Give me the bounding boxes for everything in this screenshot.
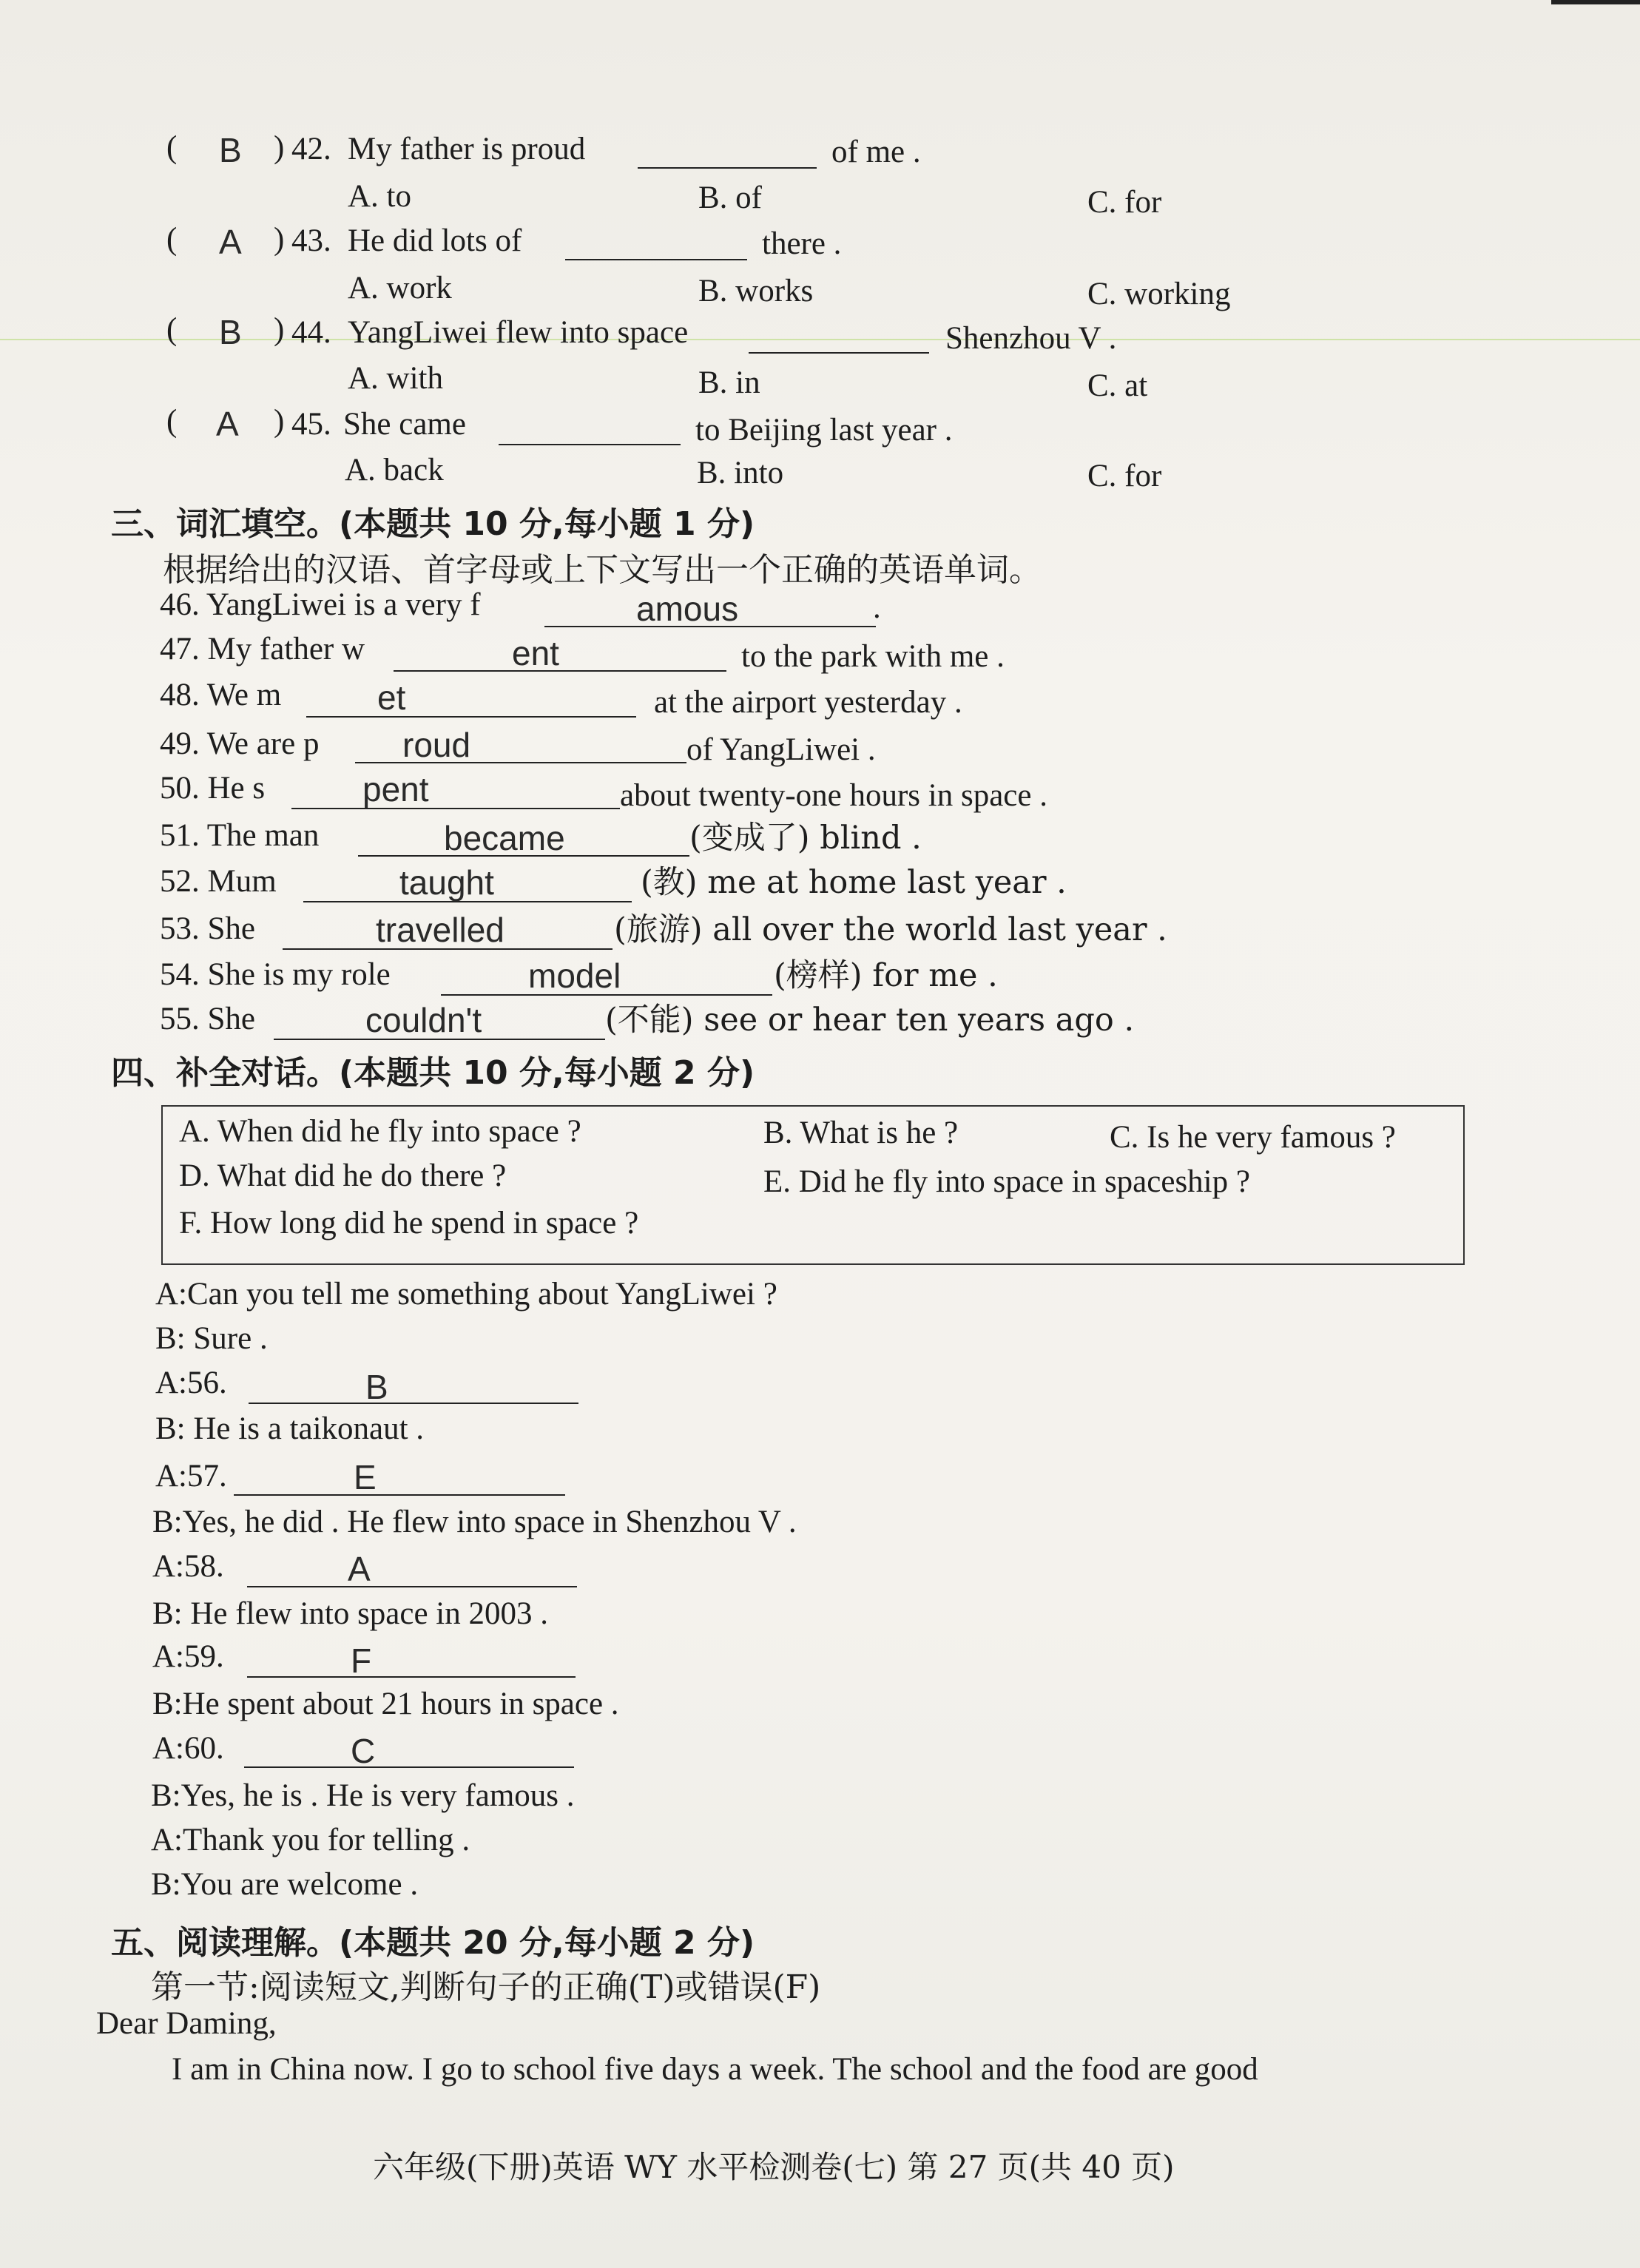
question-number: 42. xyxy=(291,132,331,166)
section-5-subtitle: 第一节:阅读短文,判断句子的正确(T)或错误(F) xyxy=(151,1968,821,2006)
vocab-answer: model xyxy=(528,956,621,995)
question-number: 45. xyxy=(291,407,331,442)
answer-blank[interactable] xyxy=(565,259,747,260)
section-3-title: 三、词汇填空。(本题共 10 分,每小题 1 分) xyxy=(111,505,755,543)
dialogue-line-56: A:56. xyxy=(155,1366,227,1400)
mc-answer: B xyxy=(219,131,242,169)
dialogue-line: B: Sure . xyxy=(155,1321,268,1356)
dialogue-line-57: A:57. xyxy=(155,1459,227,1494)
mc-answer: A xyxy=(216,405,239,443)
dialogue-line-60: A:60. xyxy=(152,1731,224,1766)
option-c: C. for xyxy=(1087,459,1162,493)
dialogue-option-f: F. How long did he spend in space ? xyxy=(179,1206,639,1241)
dialogue-line: B: He is a taikonaut . xyxy=(155,1411,425,1446)
vocab-answer: ent xyxy=(512,634,559,672)
dialogue-answer-58: A xyxy=(348,1550,371,1588)
question-stem-end: to Beijing last year . xyxy=(695,413,953,448)
option-a: A. work xyxy=(348,271,452,306)
question-stem-end: of me . xyxy=(831,135,921,169)
vocab-answer: amous xyxy=(636,590,739,628)
vocab-answer: roud xyxy=(402,726,471,764)
option-a: A. with xyxy=(348,361,443,396)
reading-paragraph: I am in China now. I go to school five days a week. The school and the food are good xyxy=(172,2052,1258,2087)
vocab-answer: pent xyxy=(362,770,429,809)
question-stem-end: Shenzhou V . xyxy=(945,321,1117,356)
dialogue-option-c: C. Is he very famous ? xyxy=(1110,1120,1396,1155)
section-5-title: 五、阅读理解。(本题共 20 分,每小题 2 分) xyxy=(111,1924,755,1962)
letter-greeting: Dear Daming, xyxy=(96,2006,277,2041)
dialogue-line: B:He spent about 21 hours in space . xyxy=(152,1687,619,1721)
dialogue-line: B:Yes, he did . He flew into space in Shenzhou V . xyxy=(152,1505,797,1539)
option-c: C. for xyxy=(1087,185,1162,220)
vocab-answer: couldn't xyxy=(365,1001,482,1039)
option-b: B. works xyxy=(698,274,814,308)
scan-edge xyxy=(1551,0,1640,4)
answer-blank[interactable] xyxy=(638,167,817,169)
dialogue-option-d: D. What did he do there ? xyxy=(179,1158,507,1193)
answer-blank[interactable] xyxy=(306,716,636,718)
dialogue-option-b: B. What is he ? xyxy=(763,1116,959,1150)
question-number: 44. xyxy=(291,315,331,350)
vocab-answer: taught xyxy=(399,863,494,902)
option-b: B. into xyxy=(697,456,784,490)
dialogue-line-59: A:59. xyxy=(152,1639,224,1674)
answer-blank[interactable] xyxy=(247,1676,576,1678)
option-c: C. at xyxy=(1087,368,1148,403)
dialogue-line: B:Yes, he is . He is very famous . xyxy=(151,1778,575,1813)
section-4-title: 四、补全对话。(本题共 10 分,每小题 2 分) xyxy=(111,1054,755,1092)
answer-blank[interactable] xyxy=(291,808,620,809)
answer-blank[interactable] xyxy=(234,1494,565,1496)
dialogue-option-a: A. When did he fly into space ? xyxy=(179,1114,581,1149)
question-stem: My father is proud xyxy=(348,132,586,166)
dialogue-option-e: E. Did he fly into space in spaceship ? xyxy=(763,1164,1250,1199)
answer-blank[interactable] xyxy=(249,1403,578,1404)
question-stem: YangLiwei flew into space xyxy=(348,315,689,350)
vocab-answer: travelled xyxy=(376,911,505,949)
dialogue-line: A:Can you tell me something about YangLiwei ? xyxy=(155,1277,777,1312)
question-stem: He did lots of xyxy=(348,223,522,258)
dialogue-answer-59: F xyxy=(351,1641,372,1680)
dialogue-answer-57: E xyxy=(354,1458,377,1496)
fold-mark xyxy=(0,339,1640,340)
dialogue-options-box xyxy=(161,1105,1465,1265)
option-b: B. in xyxy=(698,365,760,400)
dialogue-answer-56: B xyxy=(365,1368,388,1406)
option-c: C. working xyxy=(1087,277,1231,311)
answer-blank[interactable] xyxy=(247,1586,577,1587)
vocab-answer: et xyxy=(377,678,406,717)
answer-blank[interactable] xyxy=(749,352,929,354)
vocab-answer: became xyxy=(444,819,565,857)
question-number: 43. xyxy=(291,223,331,258)
dialogue-line: B:You are welcome . xyxy=(151,1867,419,1902)
question-stem: She came xyxy=(343,407,466,442)
answer-blank[interactable] xyxy=(244,1766,574,1768)
dialogue-line: A:Thank you for telling . xyxy=(151,1823,470,1857)
mc-answer: B xyxy=(219,313,242,351)
option-a: A. back xyxy=(345,453,444,487)
answer-blank[interactable] xyxy=(499,444,681,445)
option-b: B. of xyxy=(698,180,762,215)
question-stem-end: there . xyxy=(762,226,842,261)
answer-blank[interactable] xyxy=(394,670,726,672)
mc-answer: A xyxy=(219,223,242,261)
page-footer: 六年级(下册)英语 WY 水平检测卷(七) 第 27 页(共 40 页) xyxy=(373,2149,1175,2185)
dialogue-line: B: He flew into space in 2003 . xyxy=(152,1596,549,1631)
option-a: A. to xyxy=(348,179,411,214)
dialogue-answer-60: C xyxy=(351,1732,376,1770)
dialogue-line-58: A:58. xyxy=(152,1549,224,1584)
section-3-instruction: 根据给出的汉语、首字母或上下文写出一个正确的英语单词。 xyxy=(163,551,1042,589)
